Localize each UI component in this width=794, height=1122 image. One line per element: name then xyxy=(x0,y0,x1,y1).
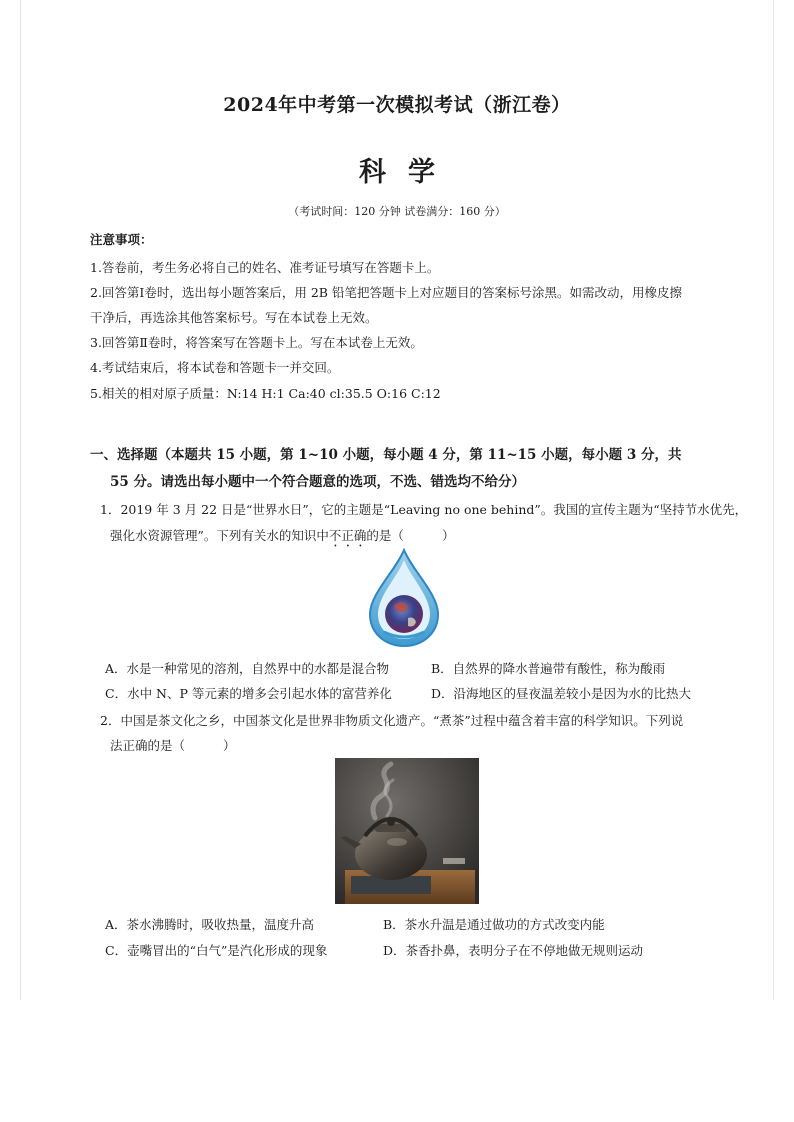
q1-option-b[interactable]: B．自然界的降水普遍带有酸性，称为酸雨 xyxy=(431,661,666,676)
q1-option-d[interactable]: D．沿海地区的昼夜温差较小是因为水的比热大 xyxy=(431,686,692,701)
q1-stem-pre: 强化水资源管理”。下列有关水的知识中 xyxy=(110,528,329,543)
q2-stem-line1: 2．中国是茶文化之乡，中国茶文化是世界非物质文化遗产。“煮茶”过程中蕴含着丰富的科学知识。下列说 xyxy=(100,713,684,728)
notice-item-2-cont: 干净后，再选涂其他答案标号。写在本试卷上无效。 xyxy=(90,310,378,325)
q2-option-c[interactable]: C．壶嘴冒出的“白气”是汽化形成的现象 xyxy=(105,943,328,958)
notice-item-1: 1.答卷前，考生务必将自己的姓名、准考证号填写在答题卡上。 xyxy=(90,260,440,275)
notice-item-2: 2.回答第Ⅰ卷时，选出每小题答案后，用 2B 铅笔把答题卡上对应题目的答案标号涂黑。如需改动，用橡皮擦 xyxy=(90,285,682,300)
exam-info: （考试时间：120 分钟 试卷满分：160 分） xyxy=(288,205,506,218)
teapot-photo xyxy=(335,758,479,904)
notice-item-4: 4.考试结束后，将本试卷和答题卡一并交回。 xyxy=(90,360,340,375)
notice-item-3: 3.回答第Ⅱ卷时，将答案写在答题卡上。写在本试卷上无效。 xyxy=(90,335,423,350)
q2-option-b[interactable]: B．茶水升温是通过做功的方式改变内能 xyxy=(383,917,605,932)
q2-stem-text: 法正确的是（ xyxy=(110,738,186,753)
world-water-day-logo xyxy=(364,548,444,648)
q1-stem-post: 的是（ xyxy=(366,528,404,543)
q1-option-c[interactable]: C．水中 N、P 等元素的增多会引起水体的富营养化 xyxy=(105,686,392,701)
notice-item-5: 5.相关的相对原子质量：N:14 H:1 Ca:40 cl:35.5 O:16 C:12 xyxy=(90,386,441,401)
q2-option-a[interactable]: A．茶水沸腾时，吸收热量，温度升高 xyxy=(105,917,315,932)
q1-emphasis-not-correct: 不正确 xyxy=(328,528,367,543)
section-heading-line1: 一、选择题（本题共 15 小题，第 1~10 小题，每小题 4 分，第 11~15 小题，每小题 3 分，共 xyxy=(90,447,682,463)
q1-stem-close: ） xyxy=(441,528,455,543)
subject-title: 科学 xyxy=(359,157,457,188)
q1-stem-line2 xyxy=(110,526,454,550)
q2-stem-close: ） xyxy=(223,738,236,753)
notice-heading: 注意事项： xyxy=(90,232,153,247)
q2-stem-line2 xyxy=(110,736,236,754)
q2-option-d[interactable]: D．茶香扑鼻，表明分子在不停地做无规则运动 xyxy=(383,943,644,958)
exam-title: 2024年中考第一次模拟考试（浙江卷） xyxy=(223,94,571,116)
section-heading-line2: 55 分。请选出每小题中一个符合题意的选项，不选、错选均不给分） xyxy=(110,474,525,490)
q1-stem-line1: 1．2019 年 3 月 22 日是“世界水日”，它的主题是“Leaving no one behind”。我国的宣传主题为“坚持节水优先， xyxy=(100,502,748,517)
q1-option-a[interactable]: A．水是一种常见的溶剂，自然界中的水都是混合物 xyxy=(105,661,390,676)
